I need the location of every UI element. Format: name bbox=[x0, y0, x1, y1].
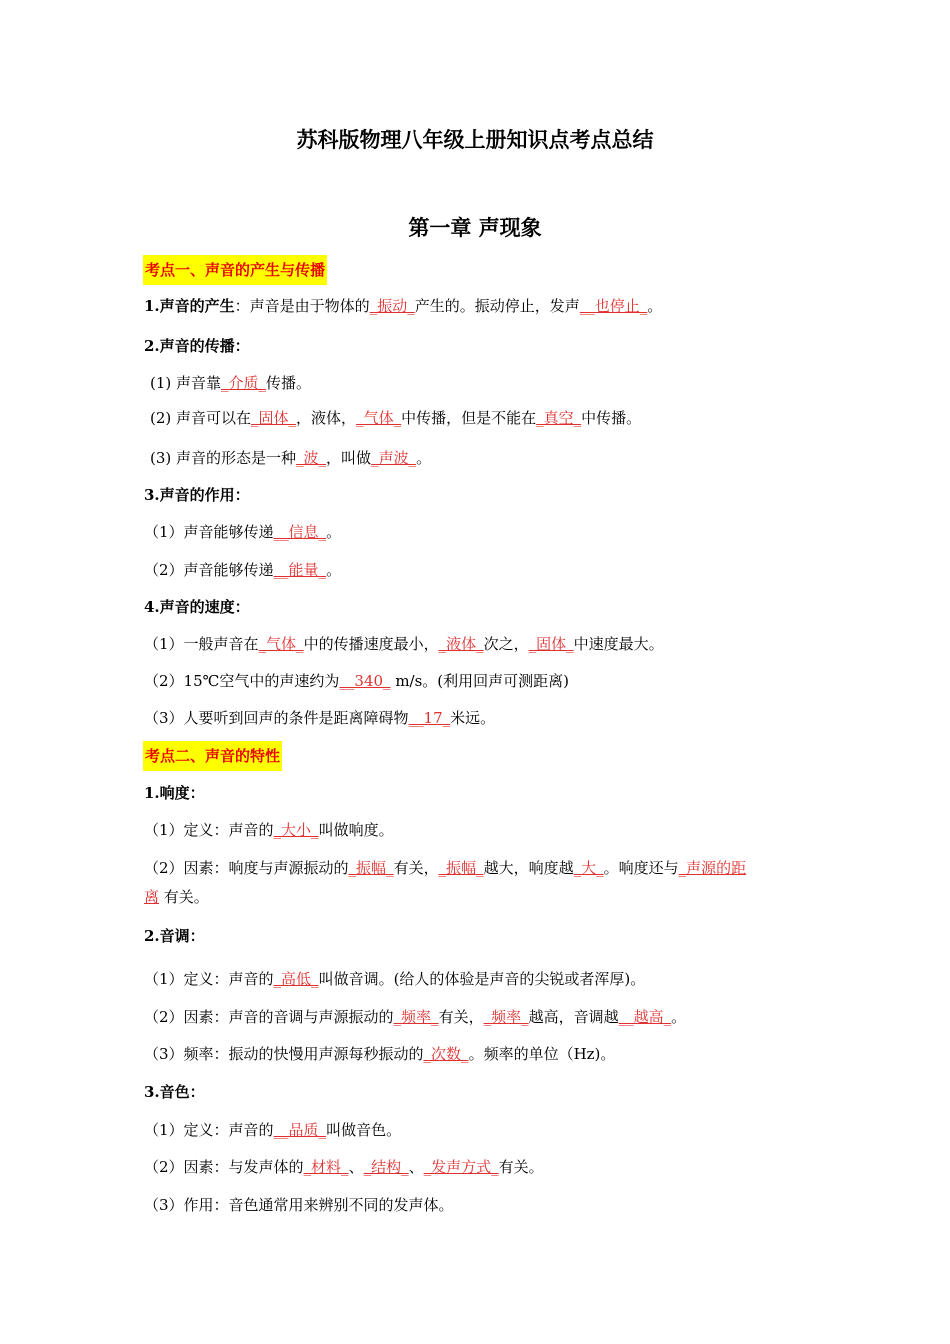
text-segment: (2) 声音可以在 bbox=[150, 409, 252, 427]
answer-blank: __340_ bbox=[339, 672, 391, 690]
answer-blank: __也停止_ bbox=[579, 297, 648, 315]
item-heading: 2.音调： bbox=[144, 927, 205, 945]
text-segment: 叫做响度。 bbox=[318, 821, 394, 839]
answer-blank: _气体_ bbox=[258, 635, 304, 653]
text-segment: 中速度最大。 bbox=[573, 635, 664, 653]
answer-blank: _固体_ bbox=[528, 635, 574, 653]
text-line bbox=[150, 447, 431, 469]
text-line bbox=[144, 521, 341, 543]
text-segment: 次之， bbox=[483, 635, 529, 653]
text-line bbox=[144, 1194, 454, 1216]
answer-blank: _结构_ bbox=[363, 1158, 409, 1176]
text-segment: ，液体， bbox=[296, 409, 357, 427]
text-segment: （1）定义：声音的 bbox=[144, 821, 274, 839]
text-line bbox=[144, 670, 569, 692]
answer-blank: _振动_ bbox=[369, 297, 415, 315]
answer-blank: _振幅_ bbox=[348, 859, 394, 877]
answer-blank: __能量_ bbox=[273, 561, 327, 579]
text-segment: 有关， bbox=[438, 1008, 484, 1026]
answer-blank: _振幅_ bbox=[438, 859, 484, 877]
answer-blank: _真空_ bbox=[536, 409, 582, 427]
answer-blank: _液体_ bbox=[438, 635, 484, 653]
text-segment: 。响度还与 bbox=[603, 859, 679, 877]
text-segment: 有关。 bbox=[159, 888, 209, 906]
text-line bbox=[144, 559, 341, 581]
text-segment: 产生的。振动停止，发声 bbox=[414, 297, 580, 315]
answer-blank: _声波_ bbox=[371, 449, 417, 467]
answer-blank: 离 bbox=[144, 888, 160, 906]
answer-blank: __17_ bbox=[408, 709, 451, 727]
text-segment: m/s。(利用回声可测距离) bbox=[390, 672, 570, 690]
text-segment: 、 bbox=[348, 1158, 364, 1176]
text-segment: 。频率的单位（Hz)。 bbox=[468, 1045, 616, 1063]
section-heading-kp1: 考点一、声音的产生与传播 bbox=[143, 255, 327, 285]
text-line bbox=[150, 372, 311, 394]
text-segment: （2）因素：与发声体的 bbox=[144, 1158, 304, 1176]
answer-blank: _高低_ bbox=[273, 970, 319, 988]
answer-blank: _声源的距 bbox=[678, 859, 747, 877]
item-heading: 3.声音的作用： bbox=[144, 486, 250, 504]
text-segment: 中传播，但是不能在 bbox=[401, 409, 537, 427]
answer-blank: _频率_ bbox=[483, 1008, 529, 1026]
text-line bbox=[144, 1156, 544, 1178]
text-segment: 叫做音调。(给人的体验是声音的尖锐或者浑厚)。 bbox=[318, 970, 646, 988]
text-segment: 有关。 bbox=[498, 1158, 544, 1176]
text-segment: (3) 声音的形态是一种 bbox=[150, 449, 297, 467]
item-heading: 4.声音的速度： bbox=[144, 598, 250, 616]
text-segment: 中传播。 bbox=[581, 409, 642, 427]
answer-blank: _材料_ bbox=[303, 1158, 349, 1176]
text-line bbox=[144, 857, 746, 879]
text-segment: (1) 声音靠 bbox=[150, 374, 222, 392]
answer-blank: _大小_ bbox=[273, 821, 319, 839]
chapter-title: 第一章 声现象 bbox=[408, 216, 542, 240]
text-segment: 、 bbox=[408, 1158, 424, 1176]
answer-blank: _频率_ bbox=[393, 1008, 439, 1026]
text-segment: 叫做音色。 bbox=[326, 1121, 402, 1139]
text-line bbox=[150, 407, 641, 429]
text-segment: 越大，响度越 bbox=[483, 859, 574, 877]
text-line bbox=[144, 295, 662, 317]
answer-blank: _固体_ bbox=[251, 409, 297, 427]
text-segment: ，叫做 bbox=[326, 449, 372, 467]
item-heading: 1.声音的产生 bbox=[144, 297, 235, 315]
item-heading: 3.音色： bbox=[144, 1083, 205, 1101]
text-segment: ：声音是由于物体的 bbox=[234, 297, 370, 315]
text-segment: （3）作用：音色通常用来辨别不同的发声体。 bbox=[144, 1196, 454, 1214]
answer-blank: _大_ bbox=[573, 859, 604, 877]
section-heading-kp2: 考点二、声音的特性 bbox=[143, 741, 282, 771]
text-segment: 传播。 bbox=[266, 374, 312, 392]
item-heading: 2.声音的传播： bbox=[144, 337, 250, 355]
text-line bbox=[144, 968, 645, 990]
text-line bbox=[144, 886, 209, 908]
text-line bbox=[144, 819, 394, 841]
text-segment: （3）人要听到回声的条件是距离障碍物 bbox=[144, 709, 409, 727]
text-segment: 。 bbox=[647, 297, 663, 315]
text-segment: 。 bbox=[326, 523, 342, 541]
text-segment: 米远。 bbox=[450, 709, 496, 727]
answer-blank: _波_ bbox=[296, 449, 327, 467]
text-segment: 。 bbox=[326, 561, 342, 579]
text-line bbox=[144, 1006, 686, 1028]
text-line bbox=[144, 707, 495, 729]
text-segment: 。 bbox=[671, 1008, 687, 1026]
text-segment: （1）定义：声音的 bbox=[144, 970, 274, 988]
item-heading: 1.响度： bbox=[144, 784, 205, 802]
answer-blank: _气体_ bbox=[356, 409, 402, 427]
text-segment: （1）声音能够传递 bbox=[144, 523, 274, 541]
text-segment: 。 bbox=[416, 449, 432, 467]
answer-blank: __信息_ bbox=[273, 523, 327, 541]
text-line bbox=[144, 1043, 615, 1065]
text-segment: （2）15℃空气中的声速约为 bbox=[144, 672, 340, 690]
text-segment: （1）一般声音在 bbox=[144, 635, 259, 653]
text-segment: （3）频率：振动的快慢用声源每秒振动的 bbox=[144, 1045, 424, 1063]
text-segment: 越高，音调越 bbox=[528, 1008, 619, 1026]
text-segment: 有关， bbox=[393, 859, 439, 877]
text-segment: （2）因素：响度与声源振动的 bbox=[144, 859, 349, 877]
text-line bbox=[144, 633, 664, 655]
answer-blank: __越高_ bbox=[618, 1008, 672, 1026]
answer-blank: _介质_ bbox=[221, 374, 267, 392]
text-segment: （2）因素：声音的音调与声源振动的 bbox=[144, 1008, 394, 1026]
text-segment: （2）声音能够传递 bbox=[144, 561, 274, 579]
answer-blank: _次数_ bbox=[423, 1045, 469, 1063]
text-segment: 中的传播速度最小， bbox=[303, 635, 439, 653]
text-line bbox=[144, 1119, 401, 1141]
text-segment: （1）定义：声音的 bbox=[144, 1121, 274, 1139]
answer-blank: _发声方式_ bbox=[423, 1158, 499, 1176]
document-title: 苏科版物理八年级上册知识点考点总结 bbox=[296, 128, 654, 152]
answer-blank: __品质_ bbox=[273, 1121, 327, 1139]
